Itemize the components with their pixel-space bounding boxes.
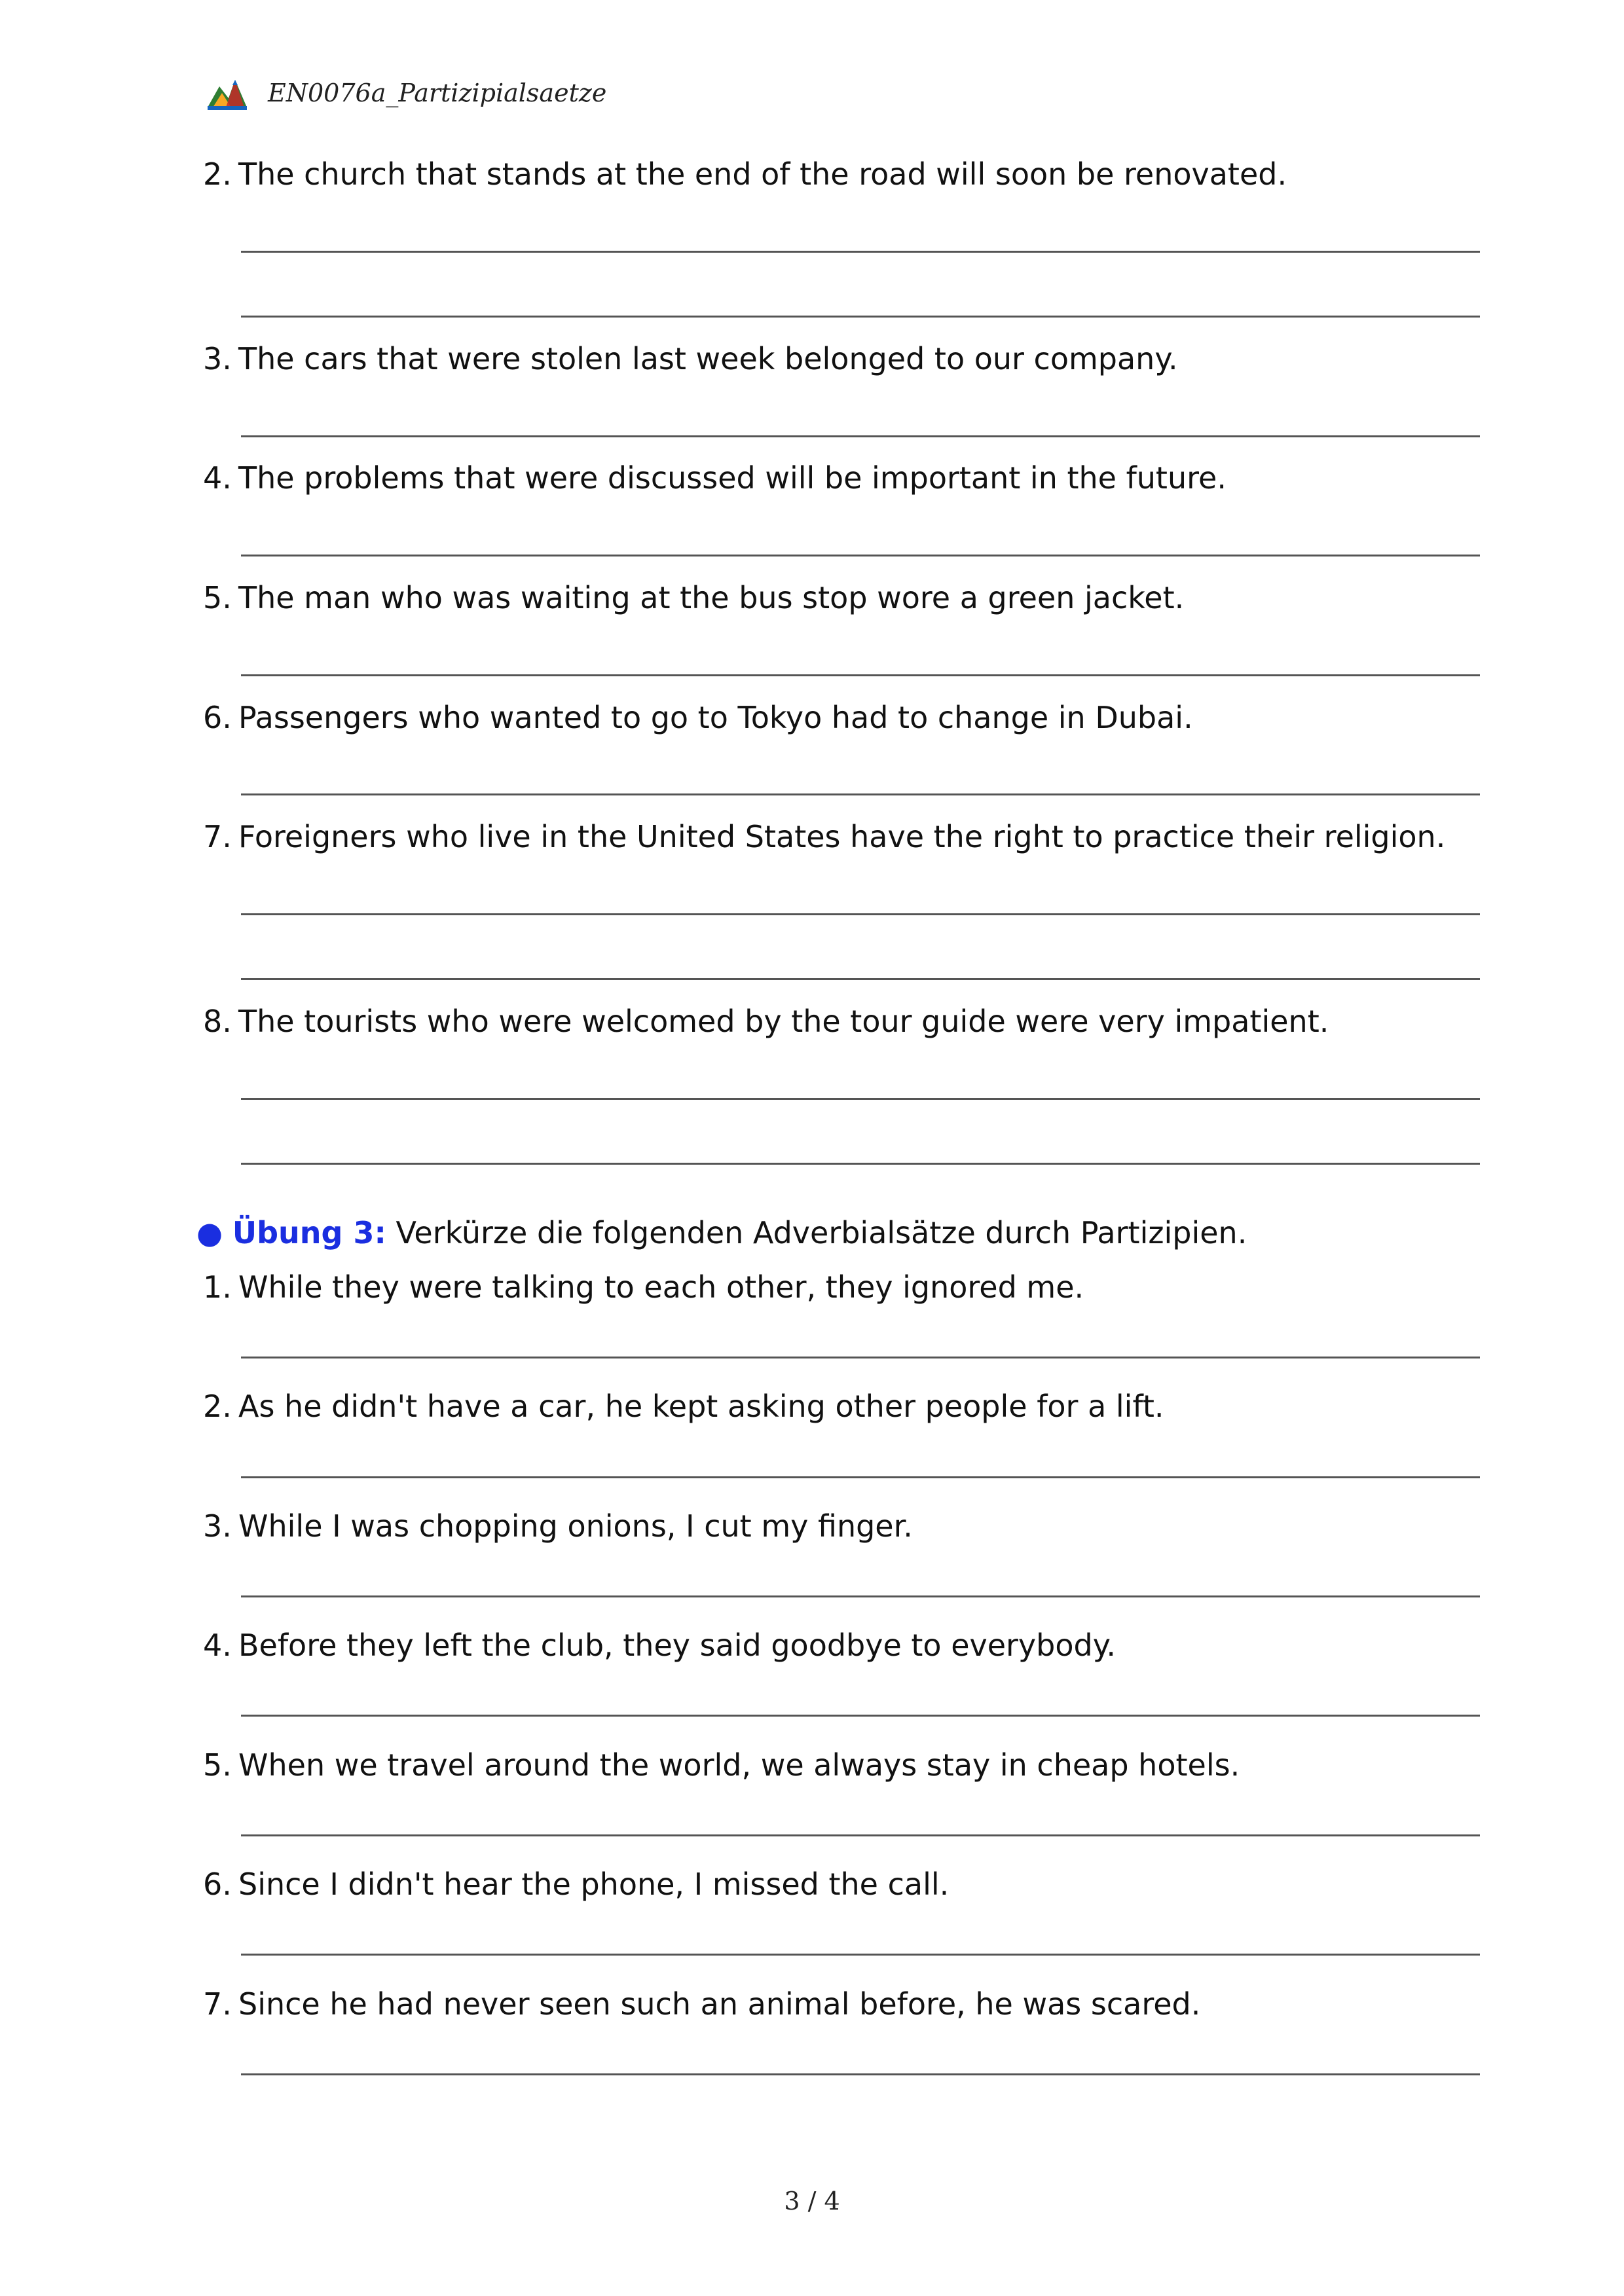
item-sentence: While I was chopping onions, I cut my finger. bbox=[238, 1508, 913, 1544]
exercise-label: Übung 3: bbox=[232, 1215, 386, 1250]
item-number: 5. bbox=[203, 1747, 232, 1783]
answer-line[interactable] bbox=[241, 978, 1480, 980]
exercise3-item-2 bbox=[203, 1388, 1164, 1425]
exercise-item-5 bbox=[203, 579, 1184, 616]
item-sentence: Foreigners who live in the United States have the right to practice their religion. bbox=[238, 819, 1446, 854]
item-number: 4. bbox=[203, 1628, 232, 1663]
item-number: 1. bbox=[203, 1269, 232, 1305]
item-number: 7. bbox=[203, 819, 232, 854]
answer-line[interactable] bbox=[241, 793, 1480, 795]
exercise-item-2 bbox=[203, 156, 1287, 192]
answer-line[interactable] bbox=[241, 1163, 1480, 1165]
exercise3-item-1 bbox=[203, 1269, 1084, 1305]
item-number: 2. bbox=[203, 1389, 232, 1424]
answer-line[interactable] bbox=[241, 316, 1480, 318]
exercise-item-3 bbox=[203, 340, 1178, 377]
item-sentence: As he didn't have a car, he kept asking other people for a lift. bbox=[238, 1389, 1164, 1424]
exercise-item-4 bbox=[203, 460, 1227, 496]
answer-line[interactable] bbox=[241, 1715, 1480, 1717]
item-sentence: Before they left the club, they said goodbye to everybody. bbox=[238, 1628, 1116, 1663]
exercise-item-8 bbox=[203, 1003, 1329, 1040]
item-sentence: Passengers who wanted to go to Tokyo had to change in Dubai. bbox=[238, 700, 1193, 735]
item-number: 3. bbox=[203, 341, 232, 376]
item-sentence: The man who was waiting at the bus stop wore a green jacket. bbox=[238, 580, 1185, 615]
exercise3-item-5 bbox=[203, 1747, 1240, 1783]
exercise3-item-3 bbox=[203, 1508, 913, 1544]
item-sentence: The church that stands at the end of the road will soon be renovated. bbox=[238, 156, 1287, 192]
answer-line[interactable] bbox=[241, 913, 1480, 915]
exercise-item-7 bbox=[203, 818, 1445, 855]
item-number: 2. bbox=[203, 156, 232, 192]
answer-line[interactable] bbox=[241, 1954, 1480, 1956]
item-number: 4. bbox=[203, 460, 232, 496]
bullet-icon: ● bbox=[196, 1215, 223, 1250]
answer-line[interactable] bbox=[241, 1357, 1480, 1358]
exercise-item-6 bbox=[203, 699, 1193, 736]
answer-line[interactable] bbox=[241, 2073, 1480, 2075]
answer-line[interactable] bbox=[241, 1595, 1480, 1597]
mountain-logo-icon bbox=[206, 75, 248, 111]
item-number: 8. bbox=[203, 1004, 232, 1039]
item-sentence: The problems that were discussed will be important in the future. bbox=[238, 460, 1227, 496]
exercise3-item-6 bbox=[203, 1866, 949, 1903]
answer-line[interactable] bbox=[241, 251, 1480, 253]
answer-line[interactable] bbox=[241, 1098, 1480, 1100]
item-sentence: The cars that were stolen last week belonged to our company. bbox=[238, 341, 1178, 376]
answer-line[interactable] bbox=[241, 674, 1480, 676]
document-title: EN0076a_Partizipialsaetze bbox=[268, 79, 607, 107]
item-number: 7. bbox=[203, 1986, 232, 2022]
item-sentence: When we travel around the world, we always stay in cheap hotels. bbox=[238, 1747, 1240, 1783]
answer-line[interactable] bbox=[241, 1834, 1480, 1836]
exercise-instruction: Verkürze die folgenden Adverbialsätze durch Partizipien. bbox=[396, 1215, 1247, 1250]
item-number: 5. bbox=[203, 580, 232, 615]
exercise3-item-7 bbox=[203, 1986, 1200, 2022]
answer-line[interactable] bbox=[241, 555, 1480, 556]
item-sentence: Since he had never seen such an animal before, he was scared. bbox=[238, 1986, 1201, 2022]
item-sentence: Since I didn't hear the phone, I missed the call. bbox=[238, 1867, 950, 1902]
answer-line[interactable] bbox=[241, 1476, 1480, 1478]
item-number: 6. bbox=[203, 1867, 232, 1902]
item-sentence: While they were talking to each other, they ignored me. bbox=[238, 1269, 1084, 1305]
exercise-3-heading bbox=[196, 1214, 1247, 1251]
page-header bbox=[206, 73, 606, 113]
item-number: 6. bbox=[203, 700, 232, 735]
page-number: 3 / 4 bbox=[784, 2187, 840, 2215]
answer-line[interactable] bbox=[241, 435, 1480, 437]
exercise3-item-4 bbox=[203, 1627, 1116, 1664]
item-number: 3. bbox=[203, 1508, 232, 1544]
item-sentence: The tourists who were welcomed by the tour guide were very impatient. bbox=[238, 1004, 1329, 1039]
